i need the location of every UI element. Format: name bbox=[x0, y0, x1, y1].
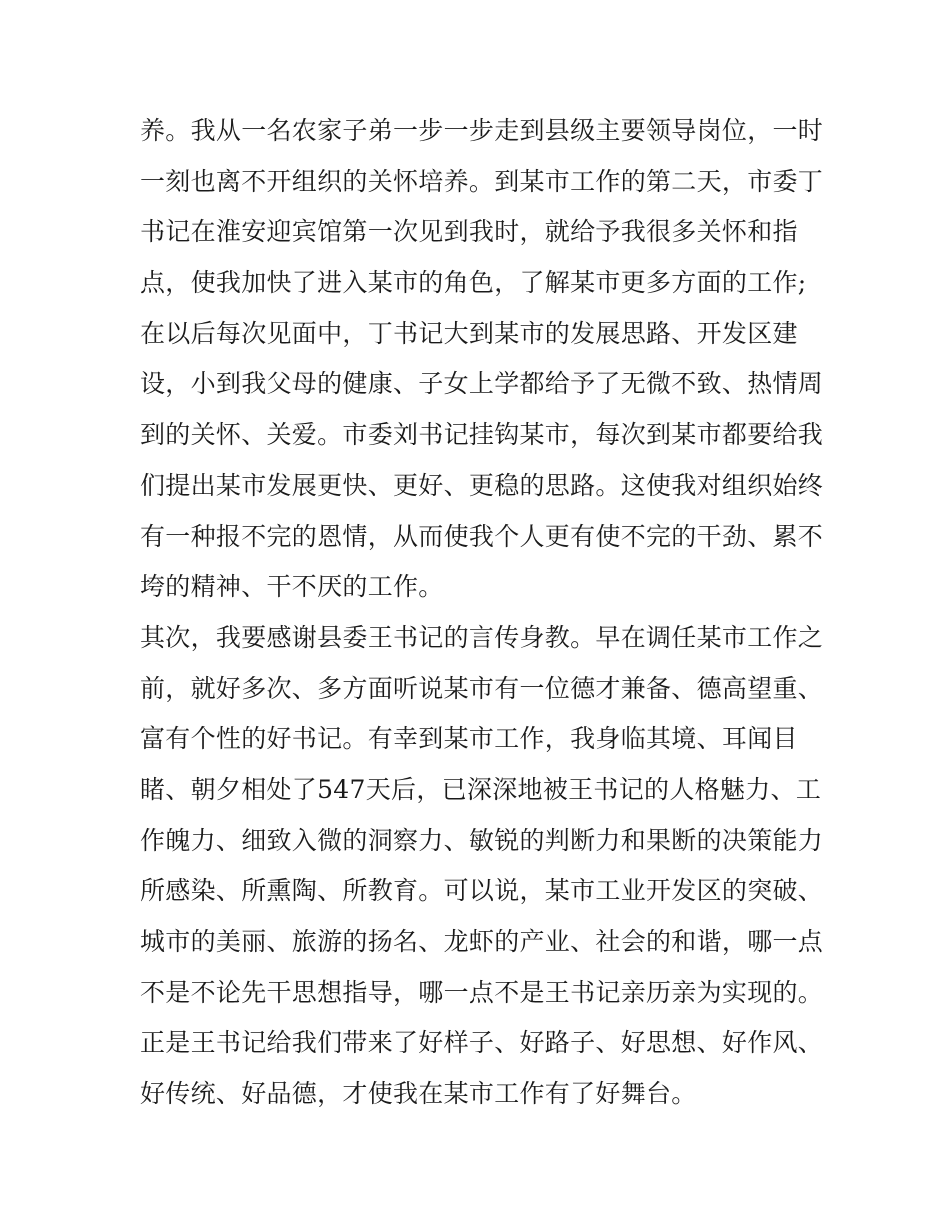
text-line: 所感染、所熏陶、所教育。可以说，某市工业开发区的突破、 bbox=[140, 876, 824, 906]
text-line: 一刻也离不开组织的关怀培养。到某市工作的第二天，市委丁 bbox=[140, 166, 824, 196]
body-text bbox=[140, 106, 824, 1120]
text-line: 书记在淮安迎宾馆第一次见到我时，就给予我很多关怀和指 bbox=[140, 217, 798, 247]
text-line: 正是王书记给我们带来了好样子、好路子、好思想、好作风、 bbox=[140, 1028, 824, 1058]
text-line: 在以后每次见面中，丁书记大到某市的发展思路、开发区建 bbox=[140, 318, 798, 348]
text-line: 们提出某市发展更快、更好、更稳的思路。这使我对组织始终 bbox=[140, 470, 824, 500]
text-line: 不是不论先干思想指导，哪一点不是王书记亲历亲为实现的。 bbox=[140, 977, 824, 1007]
text-line: 点，使我加快了进入某市的角色，了解某市更多方面的工作; bbox=[140, 268, 807, 298]
text-line: 垮的精神、干不厌的工作。 bbox=[140, 572, 444, 602]
text-line: 前，就好多次、多方面听说某市有一位德才兼备、德高望重、 bbox=[140, 673, 824, 703]
text-line: 其次，我要感谢县委王书记的言传身教。早在调任某市工作之 bbox=[140, 622, 824, 652]
text-line: 作魄力、细致入微的洞察力、敏锐的判断力和果断的决策能力 bbox=[140, 825, 824, 855]
text-line: 养。我从一名农家子弟一步一步走到县级主要领导岗位，一时 bbox=[140, 116, 824, 145]
text-line: 有一种报不完的恩情，从而使我个人更有使不完的干劲、累不 bbox=[140, 521, 824, 551]
text-line: 好传统、好品德，才使我在某市工作有了好舞台。 bbox=[140, 1079, 697, 1109]
text-line: 城市的美丽、旅游的扬名、龙虾的产业、社会的和谐，哪一点 bbox=[140, 927, 824, 956]
text-line: 设，小到我父母的健康、子女上学都给予了无微不致、热情周 bbox=[140, 369, 824, 399]
text-line: 睹、朝夕相处了547天后，已深深地被王书记的人格魅力、工 bbox=[140, 774, 822, 804]
text-line: 富有个性的好书记。有幸到某市工作，我身临其境、耳闻目 bbox=[140, 724, 798, 754]
text-line: 到的关怀、关爱。市委刘书记挂钩某市，每次到某市都要给我 bbox=[140, 420, 824, 450]
